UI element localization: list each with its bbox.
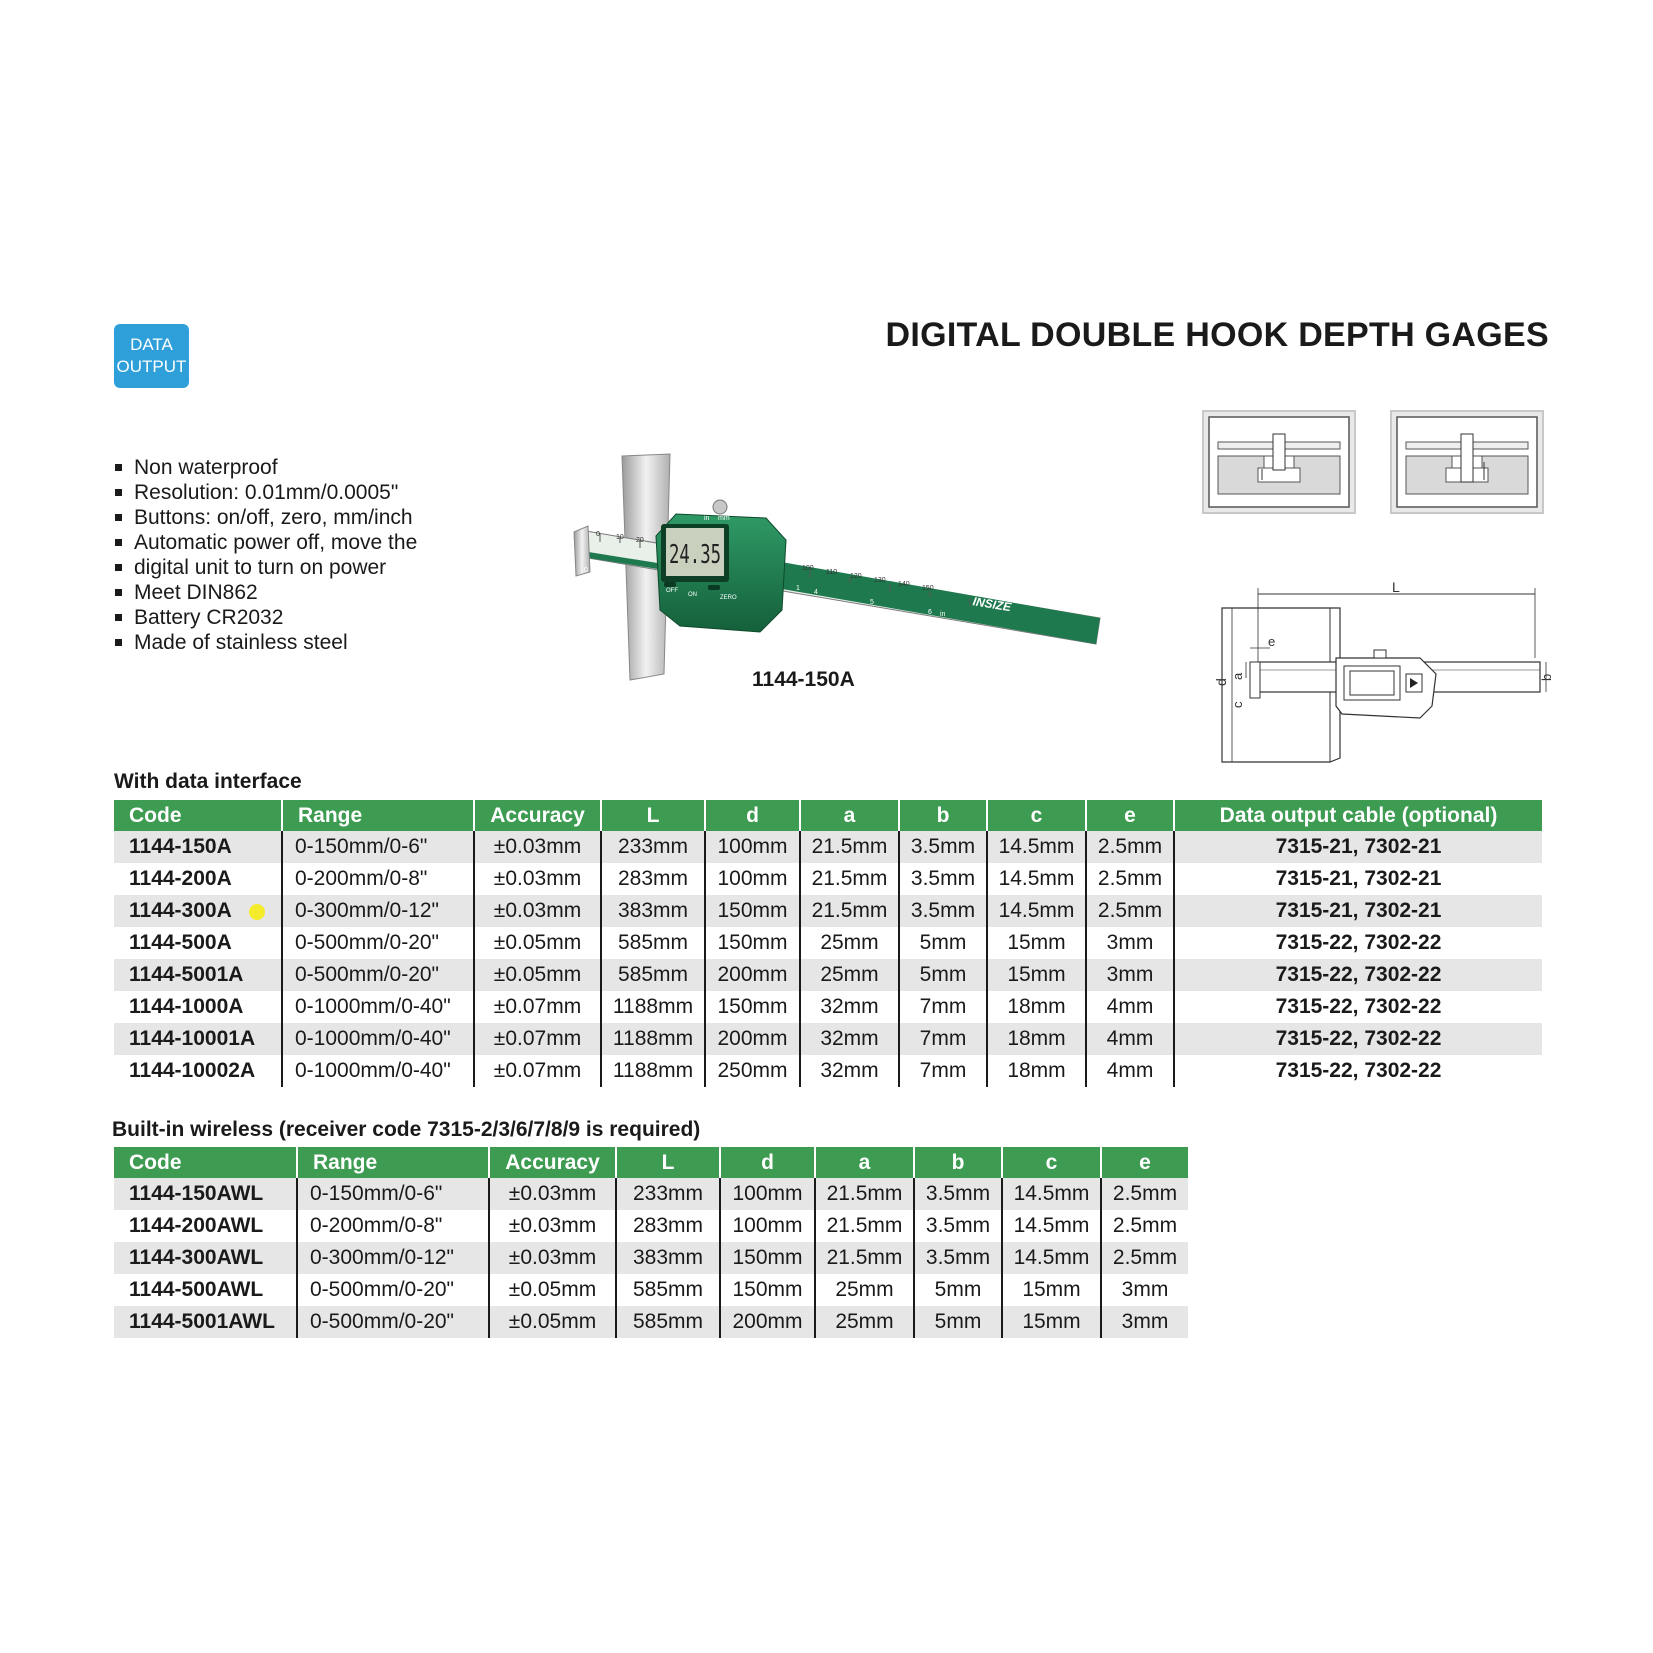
scale-label: 100 xyxy=(802,565,814,572)
table-cell: 18mm xyxy=(987,1023,1086,1055)
product-code-cell: 1144-1000A xyxy=(114,991,282,1023)
table-cell: 100mm xyxy=(705,831,800,863)
badge-line-2: OUTPUT xyxy=(116,357,187,376)
table-cell: 0-1000mm/0-40" xyxy=(282,1023,474,1055)
column-header: Data output cable (optional) xyxy=(1174,800,1542,831)
table-cell: ±0.03mm xyxy=(474,895,601,927)
column-header: e xyxy=(1101,1147,1188,1178)
scale-label: 10 xyxy=(616,534,624,541)
table-cell: 14.5mm xyxy=(1002,1242,1101,1274)
table-cell: 100mm xyxy=(705,863,800,895)
table-cell: 0-500mm/0-20" xyxy=(282,927,474,959)
table-cell: 18mm xyxy=(987,1055,1086,1087)
table-cell: ±0.03mm xyxy=(489,1210,616,1242)
table-cell: 21.5mm xyxy=(815,1210,914,1242)
table-cell: 21.5mm xyxy=(815,1242,914,1274)
dim-label-d: d xyxy=(1213,678,1229,686)
usage-diagram-2 xyxy=(1390,410,1544,514)
page-title: DIGITAL DOUBLE HOOK DEPTH GAGES xyxy=(885,316,1549,354)
highlight-dot xyxy=(249,904,265,920)
table-cell: 7mm xyxy=(899,1023,987,1055)
table-cell: 3.5mm xyxy=(914,1210,1002,1242)
table-cell: 25mm xyxy=(800,927,899,959)
table-cell: 150mm xyxy=(720,1274,815,1306)
inch-label: 1 xyxy=(796,585,800,592)
table-cell: 2.5mm xyxy=(1086,831,1174,863)
table-row xyxy=(114,991,1542,1023)
table-cell: 0-1000mm/0-40" xyxy=(282,1055,474,1087)
unit-label: mm xyxy=(718,515,730,522)
table-cell: 21.5mm xyxy=(800,831,899,863)
badge-line-1: DATA xyxy=(130,335,173,354)
table-cell: 21.5mm xyxy=(815,1178,914,1210)
column-header: e xyxy=(1086,800,1174,831)
column-header: Range xyxy=(282,800,474,831)
table-cell: 0-500mm/0-20" xyxy=(297,1274,489,1306)
table-cell: 233mm xyxy=(616,1178,720,1210)
table-cell: 7315-21, 7302-21 xyxy=(1174,831,1542,863)
table-cell: 250mm xyxy=(705,1055,800,1087)
table-cell: 0-200mm/0-8" xyxy=(282,863,474,895)
feature-item: Buttons: on/off, zero, mm/inch xyxy=(114,505,417,530)
table-cell: 15mm xyxy=(1002,1306,1101,1338)
table-cell: 383mm xyxy=(616,1242,720,1274)
column-header: c xyxy=(987,800,1086,831)
table-cell: 3.5mm xyxy=(899,863,987,895)
table-cell: ±0.03mm xyxy=(489,1242,616,1274)
product-code-cell: 1144-300AWL xyxy=(114,1242,297,1274)
table-cell: 3.5mm xyxy=(914,1242,1002,1274)
table-cell: 14.5mm xyxy=(987,831,1086,863)
table-cell: 2.5mm xyxy=(1086,863,1174,895)
table-row xyxy=(114,1274,1188,1306)
table-cell: ±0.03mm xyxy=(489,1178,616,1210)
table-cell: 150mm xyxy=(705,927,800,959)
table-cell: 2.5mm xyxy=(1086,895,1174,927)
table-cell: 0-1000mm/0-40" xyxy=(282,991,474,1023)
table-cell: 3mm xyxy=(1086,927,1174,959)
table-cell: 32mm xyxy=(800,991,899,1023)
feature-item-continuation: digital unit to turn on power xyxy=(114,555,417,580)
photo-caption: 1144-150A xyxy=(752,668,855,691)
product-code-cell: 1144-10002A xyxy=(114,1055,282,1087)
inch-label: 5 xyxy=(870,599,874,606)
feature-item: Made of stainless steel xyxy=(114,630,417,655)
table-cell: 25mm xyxy=(800,959,899,991)
feature-list xyxy=(114,455,417,655)
scale-label: 110 xyxy=(826,569,838,576)
scale-label: 20 xyxy=(636,537,644,544)
table-cell: 150mm xyxy=(705,991,800,1023)
column-header: Accuracy xyxy=(474,800,601,831)
table-cell: 585mm xyxy=(601,927,705,959)
table-row xyxy=(114,863,1542,895)
table-cell: 3mm xyxy=(1101,1306,1188,1338)
product-code-cell: 1144-10001A xyxy=(114,1023,282,1055)
dim-label-e: e xyxy=(1268,634,1276,649)
table-cell: 200mm xyxy=(720,1306,815,1338)
column-header: b xyxy=(914,1147,1002,1178)
column-header: Accuracy xyxy=(489,1147,616,1178)
scale-label: 0 xyxy=(596,531,600,538)
table-cell: 5mm xyxy=(914,1306,1002,1338)
usage-diagram-1 xyxy=(1202,410,1356,514)
table-cell: 5mm xyxy=(899,959,987,991)
product-code-cell: 1144-150AWL xyxy=(114,1178,297,1210)
table-cell: 18mm xyxy=(987,991,1086,1023)
scale-label: 120 xyxy=(850,573,862,580)
inch-label: in xyxy=(940,611,946,618)
data-output-badge xyxy=(114,324,189,388)
table-cell: 25mm xyxy=(815,1306,914,1338)
feature-item: Battery CR2032 xyxy=(114,605,417,630)
table-cell: 0-200mm/0-8" xyxy=(297,1210,489,1242)
table-cell: 32mm xyxy=(800,1055,899,1087)
table-cell: 0-500mm/0-20" xyxy=(282,959,474,991)
table-cell: 1188mm xyxy=(601,991,705,1023)
table-cell: 4mm xyxy=(1086,1055,1174,1087)
table-cell: 7mm xyxy=(899,991,987,1023)
button-label: OFF xyxy=(666,588,678,594)
zero-button xyxy=(708,585,720,590)
table-cell: 100mm xyxy=(720,1210,815,1242)
unit-label: in xyxy=(704,515,710,522)
spec-table-wireless xyxy=(114,1147,1188,1338)
table-cell: 585mm xyxy=(616,1306,720,1338)
table-cell: 3.5mm xyxy=(914,1178,1002,1210)
table-cell: 0-150mm/0-6" xyxy=(282,831,474,863)
table-cell: 3mm xyxy=(1101,1274,1188,1306)
table-cell: 21.5mm xyxy=(800,863,899,895)
table-cell: 25mm xyxy=(815,1274,914,1306)
off-on-button xyxy=(664,582,676,587)
product-code-cell: 1144-200AWL xyxy=(114,1210,297,1242)
column-header: L xyxy=(616,1147,720,1178)
product-code-cell: 1144-300A xyxy=(114,895,282,927)
table-cell: ±0.05mm xyxy=(489,1306,616,1338)
table-cell: 1188mm xyxy=(601,1055,705,1087)
column-header: d xyxy=(705,800,800,831)
table-row xyxy=(114,1055,1542,1087)
table-cell: 32mm xyxy=(800,1023,899,1055)
table-cell: 0-300mm/0-12" xyxy=(282,895,474,927)
table-cell: 4mm xyxy=(1086,991,1174,1023)
table-cell: 7315-22, 7302-22 xyxy=(1174,1055,1542,1087)
feature-item: Automatic power off, move the xyxy=(114,530,417,555)
inch-label: 6 xyxy=(928,609,932,616)
table-cell: 7315-21, 7302-21 xyxy=(1174,895,1542,927)
table-cell: 15mm xyxy=(1002,1274,1101,1306)
column-header: Range xyxy=(297,1147,489,1178)
feature-item: Resolution: 0.01mm/0.0005" xyxy=(114,480,417,505)
table-row xyxy=(114,1023,1542,1055)
table-cell: 7315-22, 7302-22 xyxy=(1174,1023,1542,1055)
table-cell: ±0.07mm xyxy=(474,991,601,1023)
dim-label-a: a xyxy=(1230,672,1245,680)
feature-item: Non waterproof xyxy=(114,455,417,480)
table-cell: 4mm xyxy=(1086,1023,1174,1055)
column-header: L xyxy=(601,800,705,831)
table-cell: 7315-22, 7302-22 xyxy=(1174,927,1542,959)
table-cell: 14.5mm xyxy=(1002,1178,1101,1210)
table-cell: 7315-21, 7302-21 xyxy=(1174,863,1542,895)
dim-label-b: c xyxy=(1230,701,1245,708)
inch-label: 0 xyxy=(584,567,588,574)
table2-title: Built-in wireless (receiver code 7315-2/3/6/7/8/9 is required) xyxy=(112,1118,701,1141)
table-cell: ±0.03mm xyxy=(474,863,601,895)
table-cell: 5mm xyxy=(899,927,987,959)
table-row xyxy=(114,895,1542,927)
gage-beam-green xyxy=(765,560,1100,644)
table-cell: 2.5mm xyxy=(1101,1242,1188,1274)
table-cell: ±0.03mm xyxy=(474,831,601,863)
product-code-cell: 1144-200A xyxy=(114,863,282,895)
table-cell: 2.5mm xyxy=(1101,1210,1188,1242)
table-cell: 100mm xyxy=(720,1178,815,1210)
table-cell: 0-300mm/0-12" xyxy=(297,1242,489,1274)
table-cell: ±0.05mm xyxy=(489,1274,616,1306)
table-cell: 150mm xyxy=(720,1242,815,1274)
table-cell: 15mm xyxy=(987,959,1086,991)
table-header-row xyxy=(114,1147,1188,1178)
table-cell: ±0.05mm xyxy=(474,927,601,959)
dim-label-L: L xyxy=(1392,579,1400,595)
table-cell: 150mm xyxy=(705,895,800,927)
table-cell: 3.5mm xyxy=(899,831,987,863)
scale-label: 130 xyxy=(874,577,886,584)
button-label: ZERO xyxy=(720,595,737,601)
table-cell: 15mm xyxy=(987,927,1086,959)
column-header: Code xyxy=(114,1147,297,1178)
table-header-row xyxy=(114,800,1542,831)
table-cell: 283mm xyxy=(601,863,705,895)
product-code-cell: 1144-5001AWL xyxy=(114,1306,297,1338)
scale-label: 150 xyxy=(922,585,934,592)
table-cell: 2.5mm xyxy=(1101,1178,1188,1210)
table-cell: 1188mm xyxy=(601,1023,705,1055)
dimension-diagram xyxy=(1210,578,1554,770)
product-code-cell: 1144-5001A xyxy=(114,959,282,991)
table-row xyxy=(114,1242,1188,1274)
table-row xyxy=(114,927,1542,959)
table-cell: 7315-22, 7302-22 xyxy=(1174,959,1542,991)
table-row xyxy=(114,959,1542,991)
table-cell: 7mm xyxy=(899,1055,987,1087)
table-cell: 0-150mm/0-6" xyxy=(297,1178,489,1210)
table-row xyxy=(114,1210,1188,1242)
product-code-cell: 1144-150A xyxy=(114,831,282,863)
column-header: a xyxy=(815,1147,914,1178)
table-row xyxy=(114,1178,1188,1210)
column-header: c xyxy=(1002,1147,1101,1178)
lcd-reading: 24.35 xyxy=(669,540,721,570)
table-cell: 21.5mm xyxy=(800,895,899,927)
brand-logo: INSIZE xyxy=(971,594,1013,615)
table-cell: 5mm xyxy=(914,1274,1002,1306)
table-cell: ±0.05mm xyxy=(474,959,601,991)
table-cell: 3.5mm xyxy=(899,895,987,927)
table-cell: 0-500mm/0-20" xyxy=(297,1306,489,1338)
dim-label-c: b xyxy=(1539,673,1554,681)
table-cell: 585mm xyxy=(601,959,705,991)
scale-label: 140 xyxy=(898,581,910,588)
table-row xyxy=(114,831,1542,863)
table-cell: 14.5mm xyxy=(987,895,1086,927)
table1-title: With data interface xyxy=(114,770,302,793)
column-header: a xyxy=(800,800,899,831)
table-cell: ±0.07mm xyxy=(474,1055,601,1087)
inch-label: 4 xyxy=(814,589,818,596)
column-header: b xyxy=(899,800,987,831)
table-cell: 383mm xyxy=(601,895,705,927)
table-cell: 233mm xyxy=(601,831,705,863)
table-cell: 7315-22, 7302-22 xyxy=(1174,991,1542,1023)
product-code-cell: 1144-500A xyxy=(114,927,282,959)
table-cell: 283mm xyxy=(616,1210,720,1242)
table-cell: 200mm xyxy=(705,959,800,991)
table-row xyxy=(114,1306,1188,1338)
feature-item: Meet DIN862 xyxy=(114,580,417,605)
product-photo xyxy=(560,440,1120,680)
thumb-wheel-icon xyxy=(713,500,727,514)
table-cell: ±0.07mm xyxy=(474,1023,601,1055)
table-cell: 585mm xyxy=(616,1274,720,1306)
table-cell: 14.5mm xyxy=(987,863,1086,895)
column-header: d xyxy=(720,1147,815,1178)
column-header: Code xyxy=(114,800,282,831)
table-cell: 3mm xyxy=(1086,959,1174,991)
table-cell: 200mm xyxy=(705,1023,800,1055)
table-cell: 14.5mm xyxy=(1002,1210,1101,1242)
spec-table-data-interface xyxy=(114,800,1542,1087)
button-label: ON xyxy=(688,592,697,598)
product-code-cell: 1144-500AWL xyxy=(114,1274,297,1306)
